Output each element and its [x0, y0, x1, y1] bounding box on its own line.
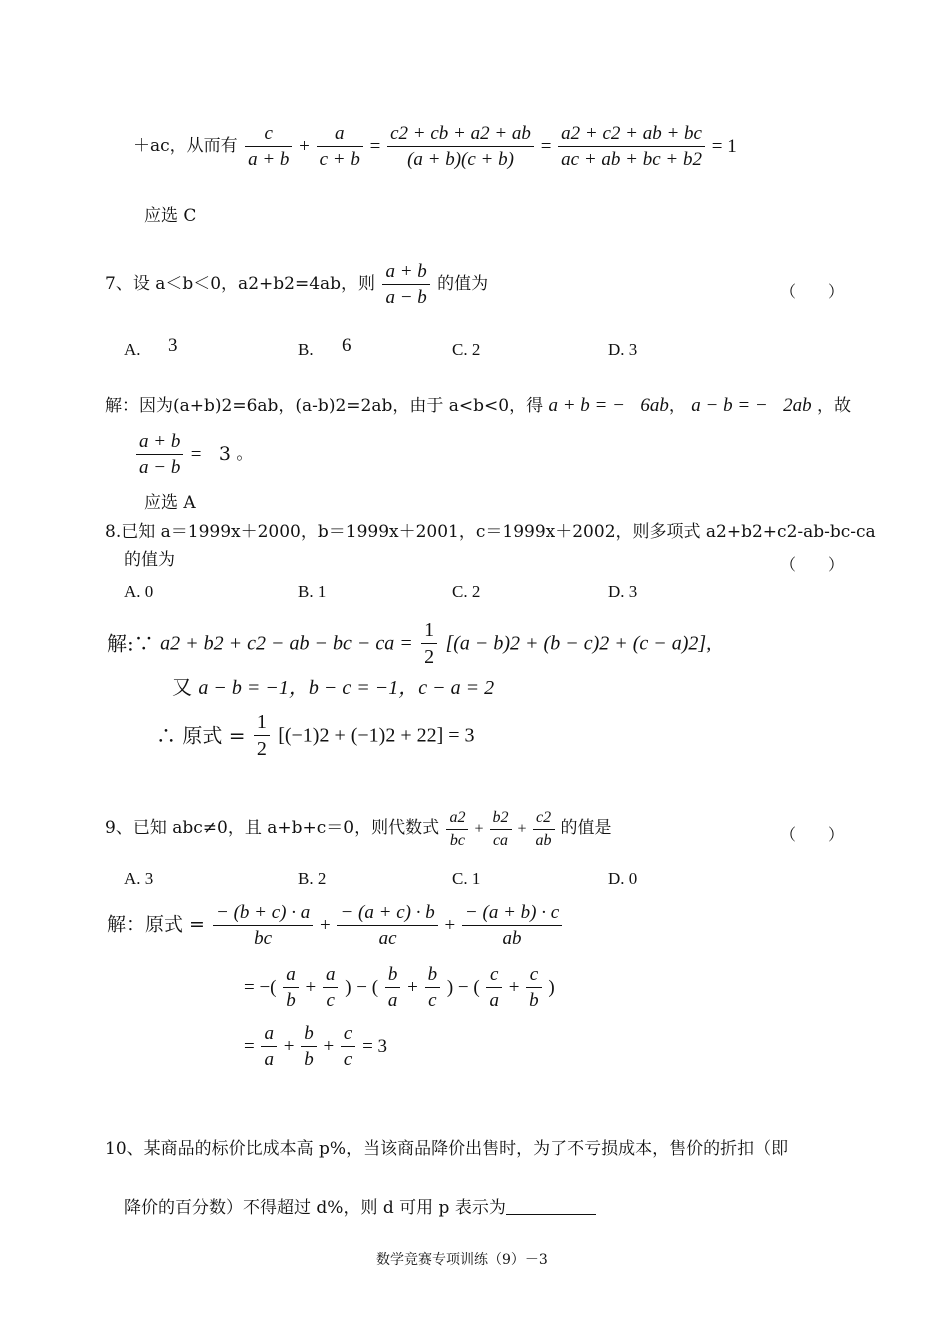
q7-option-d: D. 3 — [608, 340, 638, 359]
q10-answer-blank[interactable] — [506, 1199, 596, 1215]
q9-l3-b-num: b — [301, 1024, 317, 1047]
q9-l2-b-num: a — [323, 965, 339, 988]
q9-f2-num: b2 — [490, 810, 512, 830]
q9-l2-a-den: b — [286, 990, 296, 1011]
q9-l3-b-den: b — [304, 1049, 314, 1070]
q9-l3-c-num: c — [341, 1024, 355, 1047]
q8-solution-line3 — [156, 712, 475, 759]
q7-res-val: 3 — [218, 443, 231, 465]
q9-l2-e-den: a — [489, 990, 499, 1011]
q7-option-a-value: 3 — [168, 335, 178, 356]
q7-stem — [105, 262, 488, 307]
q7-res-end: 。 — [236, 444, 254, 464]
q7-stem-end: 的值为 — [437, 274, 489, 294]
q7-choice: 应选 A — [144, 493, 196, 513]
q9-l2-b-den: c — [326, 990, 335, 1011]
prev-prefix: ＋ac，从而有 — [133, 135, 238, 156]
q9-option-d: D. 0 — [608, 869, 638, 888]
result-one: = 1 — [711, 136, 737, 157]
q7-option-b-value: 6 — [342, 335, 352, 356]
q9-f2-den: ca — [492, 832, 509, 849]
q7-sol-end: ，故 — [817, 396, 852, 416]
frac4-denominator: ac + ab + bc + b2 — [561, 149, 702, 170]
q9-l3-c-den: c — [343, 1049, 353, 1070]
q9-l2-f-num: c — [526, 965, 542, 988]
q10-line2 — [124, 1199, 596, 1217]
q7-sol-v1: 6ab — [640, 395, 669, 416]
q8-line3-a: ∴ 原式 = — [156, 723, 246, 748]
q7-sol-eq2: a − b = − — [691, 395, 768, 416]
q7-res-num: a + b — [136, 432, 183, 455]
q9-l2-d-num: b — [425, 965, 441, 988]
prev-solution-line: ＋ac，从而有 $\frac{c}{a + b}$ + $\frac{a}{c + b}$ = $\frac{c2 + cb + a2 + ab}{(a + b)(c + b)}$ = $\frac{a2 + c2 + ab + bc}{ac + ab + bc + b2}$ = 1 — [133, 123, 737, 170]
q9-l2-d-den: c — [428, 990, 437, 1011]
q9-s3-den: ab — [502, 928, 522, 949]
q9-f1-num: a2 — [446, 810, 468, 830]
q7-frac-num: a + b — [382, 262, 429, 285]
q8-solution-line1 — [107, 620, 711, 667]
frac-a: a — [317, 124, 363, 147]
frac-a-plus-b: a + b — [248, 149, 290, 170]
q7-sol-v2: 2ab — [783, 395, 812, 416]
q7-frac-den: a − b — [385, 287, 427, 308]
q8-stem-2: 的值为 — [124, 550, 175, 570]
q9-option-a: A. 3 — [124, 869, 154, 888]
q7-res-den: a − b — [139, 457, 181, 478]
q9-solution-line1: 解：原式 = $\frac{- (b + c) \cdot a}{bc}$ + $\frac{- (a + c) \cdot b}{ac}$ + $\frac{- (a + b) \cdot c}{ab}$ — [107, 903, 564, 948]
choice-c: 应选 C — [144, 206, 197, 226]
q9-l2-e-num: c — [486, 965, 502, 988]
q8-answer-paren: （ ） — [780, 555, 845, 574]
page-footer: 数学竞赛专项训练（9）－3 — [376, 1252, 548, 1268]
q10-line2-text: 降价的百分数）不得超过 d%，则 d 可用 p 表示为 — [124, 1198, 506, 1218]
q7-option-b: B. — [298, 340, 314, 359]
q9-sol-label: 解：原式 = — [107, 913, 205, 936]
q9-l3-a-num: a — [261, 1024, 277, 1047]
q9-solution-line3: = $\frac{a}{a}$ + $\frac{b}{b}$ + $\frac{c}{c}$ = 3 — [244, 1023, 388, 1070]
q8-option-b: B. 1 — [298, 582, 327, 601]
q8-line3-half-den: 2 — [256, 738, 267, 760]
q8-half-den: 2 — [424, 646, 435, 668]
frac3-denominator: (a + b)(c + b) — [407, 149, 514, 170]
q8-line3-b: [(−1)2 + (−1)2 + 22] = 3 — [278, 724, 475, 747]
q7-solution-line1: 解：因为(a+b)2=6ab，(a-b)2=2ab，由于 a<b<0，得 a + b = − 6ab， a − b = − 2ab ，故 — [105, 395, 852, 416]
q8-half-num: 1 — [421, 620, 437, 644]
frac-c-plus-b: c + b — [319, 149, 360, 170]
q8-line2-b: a − b = −1，b − c = −1，c − a = 2 — [198, 677, 495, 699]
q9-stem-end: 的值是 — [560, 818, 612, 839]
q9-option-b: B. 2 — [298, 869, 327, 888]
q9-s1-num: − (b + c) · a — [213, 903, 313, 926]
q9-l3-a-den: a — [264, 1049, 274, 1070]
q8-line2-a: 又 — [172, 675, 192, 699]
q9-s3-num: − (a + b) · c — [462, 903, 562, 926]
q8-solution-line2 — [172, 677, 494, 698]
q9-f3-den: ab — [535, 832, 552, 849]
q8-sol-lhs: a2 + b2 + c2 − ab − bc − ca = — [160, 632, 413, 655]
q9-stem: 9、已知 abc≠0，且 a+b+c＝0，则代数式 $\frac{a2}{bc}$ + $\frac{b2}{ca}$ + $\frac{c2}{ab}$ 的值是 — [105, 809, 612, 849]
q9-l2-c-den: a — [387, 990, 398, 1011]
q8-option-d: D. 3 — [608, 582, 638, 601]
q9-l3-result: = 3 — [362, 1036, 388, 1057]
q7-option-c: C. 2 — [452, 340, 481, 359]
q9-answer-paren: （ ） — [780, 825, 845, 844]
q8-line3-half-num: 1 — [254, 712, 270, 736]
q8-sol-rhs: [(a − b)2 + (b − c)2 + (c − a)2], — [445, 632, 712, 655]
q9-l2-c-num: b — [385, 965, 401, 988]
q7-sol-eq1: a + b = − — [548, 395, 625, 416]
q9-stem-text: 9、已知 abc≠0，且 a+b+c＝0，则代数式 — [105, 818, 440, 839]
q7-res-eq: = — [190, 444, 202, 465]
q7-stem-text: 7、设 a＜b＜0，a2+b2=4ab，则 — [105, 274, 376, 294]
q9-f1-den: bc — [449, 832, 466, 849]
q10-line1: 10、某商品的标价比成本高 p%，当该商品降价出售时，为了不亏损成本，售价的折扣（即 — [105, 1139, 789, 1159]
q7-solution-line2 — [134, 432, 253, 477]
q8-stem: 8.已知 a＝1999x＋2000，b＝1999x＋2001，c＝1999x＋2002，则多项式 a2+b2+c2-ab-bc-ca — [105, 522, 876, 542]
q9-l2-a-num: a — [283, 965, 299, 988]
frac3-numerator: c2 + cb + a2 + ab — [387, 124, 534, 147]
q7-option-a: A. — [124, 340, 141, 359]
frac-c: c — [245, 124, 292, 147]
q9-option-c: C. 1 — [452, 869, 481, 888]
frac4-numerator: a2 + c2 + ab + bc — [558, 124, 705, 147]
q8-sol-label: 解:∵ — [107, 631, 154, 656]
q9-l2-f-den: b — [529, 990, 539, 1011]
q9-s2-num: − (a + c) · b — [337, 903, 437, 926]
q9-solution-line2: = −( $\frac{a}{b}$ + $\frac{a}{c}$ ) − ( $\frac{b}{a}$ + $\frac{b}{c}$ ) − ( $\frac{c}{a}$ + $\frac{c}{b}$ ) — [244, 964, 555, 1011]
q7-answer-paren: （ ） — [780, 282, 845, 301]
q8-option-c: C. 2 — [452, 582, 481, 601]
q8-option-a: A. 0 — [124, 582, 154, 601]
q9-s2-den: ac — [378, 928, 397, 949]
q9-s1-den: bc — [254, 928, 273, 949]
q7-solution-text: 解：因为(a+b)2=6ab，(a-b)2=2ab，由于 a<b<0，得 — [105, 396, 544, 416]
q9-f3-num: c2 — [533, 810, 555, 830]
